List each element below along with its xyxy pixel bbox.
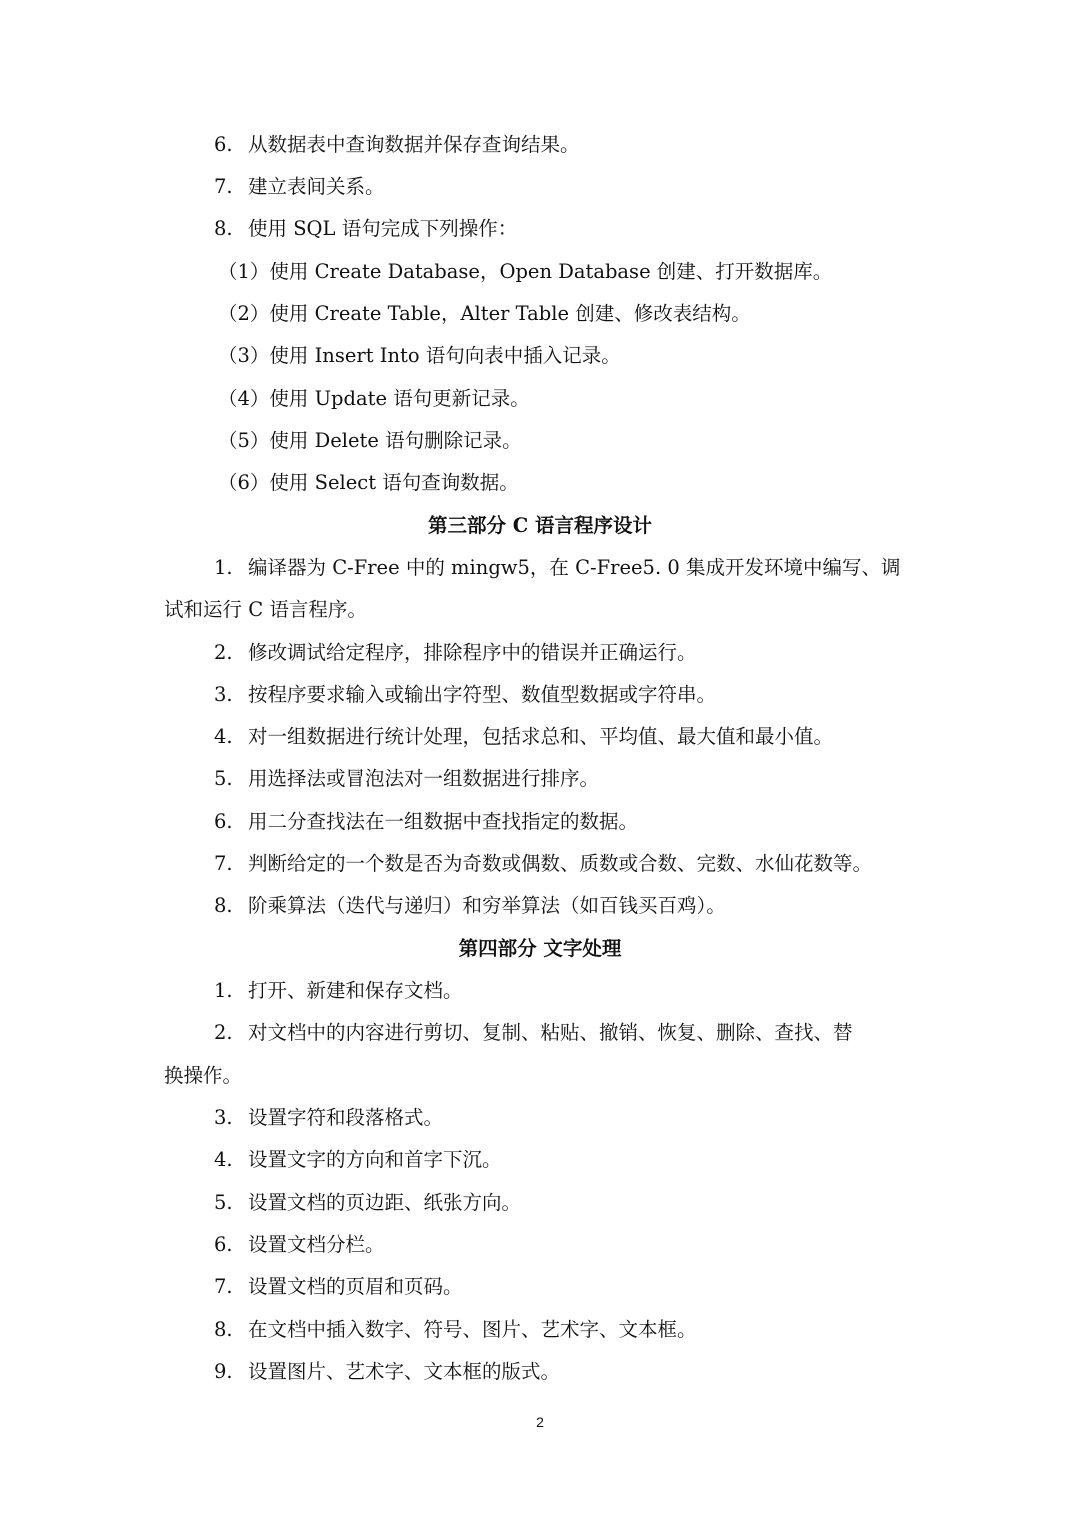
list-item (214, 215, 517, 243)
item-number: 8. (214, 894, 233, 917)
item-text: 用二分查找法在一组数据中查找指定的数据。 (248, 810, 639, 833)
item-text: 按程序要求输入或输出字符型、数值型数据或字符串。 (248, 683, 717, 706)
item-text: 修改调试给定程序，排除程序中的错误并正确运行。 (248, 641, 697, 664)
list-item (214, 1189, 521, 1217)
item-number: 5. (214, 767, 233, 790)
item-text: 设置文档的页眉和页码。 (248, 1275, 463, 1298)
item-number: 2. (214, 1021, 233, 1044)
item-number: 7. (214, 1275, 233, 1298)
item-text: 对文档中的内容进行剪切、复制、粘贴、撤销、恢复、删除、查找、替 (248, 1021, 853, 1044)
item-text: 建立表间关系。 (248, 175, 385, 198)
list-item (214, 1104, 443, 1132)
list-item (214, 1358, 560, 1386)
item-continuation: 换操作。 (164, 1064, 243, 1087)
item-text: 设置文档分栏。 (248, 1233, 385, 1256)
sql-subitem: （3）使用 Insert Into 语句向表中插入记录。 (218, 344, 621, 367)
item-text: 设置字符和段落格式。 (248, 1106, 444, 1129)
sql-subitem: （5）使用 Delete 语句删除记录。 (218, 429, 522, 452)
item-number: 6. (214, 133, 233, 156)
item-text: 用选择法或冒泡法对一组数据进行排序。 (248, 767, 600, 790)
item-number: 1. (214, 979, 233, 1002)
list-item (214, 1019, 853, 1047)
list-item (214, 1231, 385, 1259)
item-number: 7. (214, 852, 233, 875)
item-number: 3. (214, 683, 233, 706)
list-item (214, 1146, 502, 1174)
item-number: 6. (214, 810, 233, 833)
page-number: 2 (536, 1414, 544, 1430)
list-item (214, 808, 638, 836)
list-item (214, 1273, 463, 1301)
list-item (214, 131, 580, 159)
item-number: 8. (214, 217, 233, 240)
list-item (214, 723, 833, 751)
item-text: 编译器为 C-Free 中的 mingw5，在 C-Free5. 0 集成开发环境中编写、调 (248, 556, 901, 579)
list-item (214, 639, 697, 667)
item-text: 从数据表中查询数据并保存查询结果。 (248, 133, 580, 156)
sql-subitem: （2）使用 Create Table，Alter Table 创建、修改表结构。 (218, 302, 751, 325)
list-item (214, 892, 726, 920)
list-item (214, 681, 716, 709)
item-number: 6. (214, 1233, 233, 1256)
sql-subitem: （4）使用 Update 语句更新记录。 (218, 387, 530, 410)
item-continuation: 试和运行 C 语言程序。 (164, 598, 367, 621)
list-item (214, 1316, 697, 1344)
list-item (214, 850, 872, 878)
item-number: 4. (214, 1148, 233, 1171)
item-text: 使用 SQL 语句完成下列操作： (248, 217, 518, 240)
item-text: 设置文档的页边距、纸张方向。 (248, 1191, 522, 1214)
item-number: 5. (214, 1191, 233, 1214)
section-heading: 第四部分 文字处理 (458, 937, 622, 960)
section-heading: 第三部分 C 语言程序设计 (427, 514, 653, 537)
list-item (214, 977, 463, 1005)
item-number: 8. (214, 1318, 233, 1341)
list-item (214, 765, 599, 793)
item-text: 设置文字的方向和首字下沉。 (248, 1148, 502, 1171)
item-text: 对一组数据进行统计处理，包括求总和、平均值、最大值和最小值。 (248, 725, 834, 748)
list-item (214, 173, 385, 201)
item-number: 7. (214, 175, 233, 198)
item-number: 1. (214, 556, 233, 579)
list-item (214, 554, 900, 582)
item-text: 判断给定的一个数是否为奇数或偶数、质数或合数、完数、水仙花数等。 (248, 852, 873, 875)
item-number: 2. (214, 641, 233, 664)
item-number: 4. (214, 725, 233, 748)
item-text: 阶乘算法（迭代与递归）和穷举算法（如百钱买百鸡）。 (248, 894, 726, 917)
item-number: 3. (214, 1106, 233, 1129)
item-text: 打开、新建和保存文档。 (248, 979, 463, 1002)
sql-subitem: （1）使用 Create Database，Open Database 创建、打开数据库。 (218, 260, 833, 283)
item-text: 在文档中插入数字、符号、图片、艺术字、文本框。 (248, 1318, 697, 1341)
sql-subitem: （6）使用 Select 语句查询数据。 (218, 471, 519, 494)
item-number: 9. (214, 1360, 233, 1383)
item-text: 设置图片、艺术字、文本框的版式。 (248, 1360, 561, 1383)
